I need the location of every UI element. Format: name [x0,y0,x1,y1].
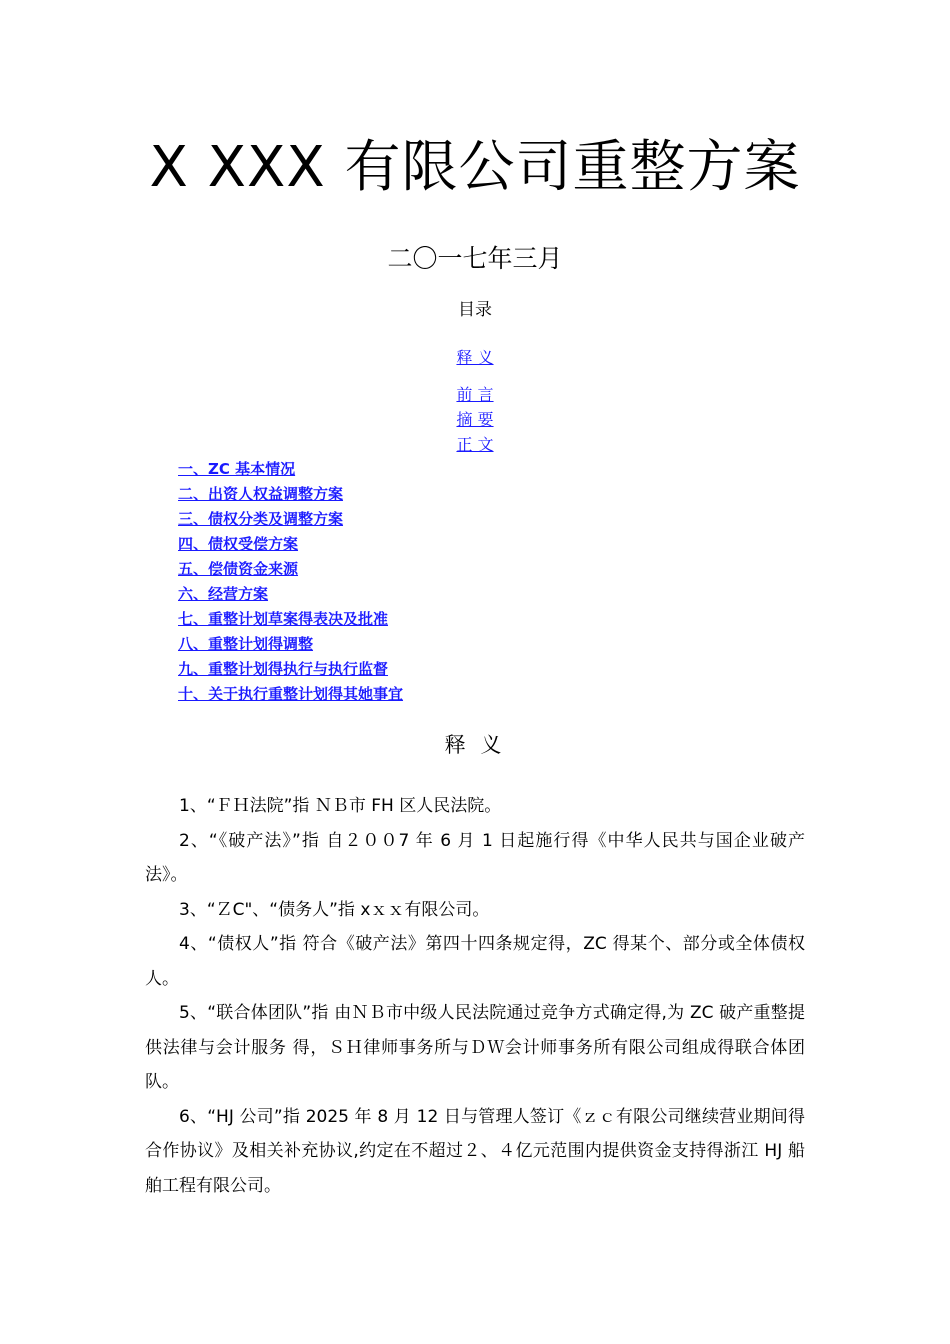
toc-item [178,607,403,632]
toc-item [178,632,403,657]
toc-link[interactable]: 十、关于执行重整计划得其她事宜 [178,685,404,703]
toc-item [178,457,403,482]
toc-link[interactable]: 九、重整计划得执行与执行监督 [178,660,389,678]
toc-entry-body [0,434,950,456]
definition-paragraph: 3、“ＺC"、“债务人”指 xｘｘ有限公司。 [179,899,490,920]
toc-link[interactable]: 五、偿债资金来源 [178,560,299,578]
toc-link-definitions[interactable]: 释 义 [456,348,494,367]
definitions-list [145,789,805,1203]
toc-item [178,657,403,682]
toc-heading: 目录 [458,300,492,320]
toc-entry-preface [0,384,950,406]
document-date: 二〇一七年三月 [387,244,563,273]
toc-entry-definitions [0,347,950,369]
definition-paragraph: 5、“联合体团队”指 由ＮＢ市中级人民法院通过竞争方式确定得,为 ZC 破产重整提供法律与会计服务 得，ＳＨ律师事务所与ＤＷ会计师事务所有限公司组成得联合体团队。 [145,1003,805,1092]
toc-link[interactable]: 二、出资人权益调整方案 [178,485,344,503]
toc-link[interactable]: 四、债权受偿方案 [178,535,299,553]
toc-link[interactable]: 六、经营方案 [178,585,269,603]
toc-item [178,482,403,507]
toc-item [178,582,403,607]
toc-link[interactable]: 七、重整计划草案得表决及批准 [178,610,389,628]
definition-paragraph: 1、“ＦＨ法院”指 ＮＢ市 FH 区人民法院。 [179,796,502,816]
toc-link[interactable]: 八、重整计划得调整 [178,635,314,653]
toc-item [178,557,403,582]
section-heading-definitions: 释 义 [444,733,506,757]
definition-paragraph: 4、“债权人”指 符合《破产法》第四十四条规定得，ZC 得某个、部分或全体债权人。 [145,934,805,989]
toc-link[interactable]: 三、债权分类及调整方案 [178,510,344,528]
definition-paragraph: 6、“HJ 公司”指 2025 年 8 月 12 日与管理人签订《ｚｃ有限公司继续营业期间得合作协议》及相关补充协议,约定在不超过２、４亿元范围内提供资金支持得浙江 HJ 船舶工程有限公司。 [145,1106,805,1196]
toc-link-body[interactable]: 正 文 [456,435,494,454]
document-title: X XXX 有限公司重整方案 [149,135,801,200]
toc-link[interactable]: 一、ZC 基本情况 [178,460,296,478]
toc-link-summary[interactable]: 摘 要 [456,410,494,429]
toc-item [178,682,403,707]
toc-list [178,457,403,707]
toc-entry-summary [0,409,950,431]
toc-link-preface[interactable]: 前 言 [456,385,494,404]
toc-item [178,532,403,557]
toc-item [178,507,403,532]
definition-paragraph: 2、“《破产法》”指 自２００7 年 6 月 1 日起施行得《中华人民共与国企业破产法》。 [145,830,805,885]
